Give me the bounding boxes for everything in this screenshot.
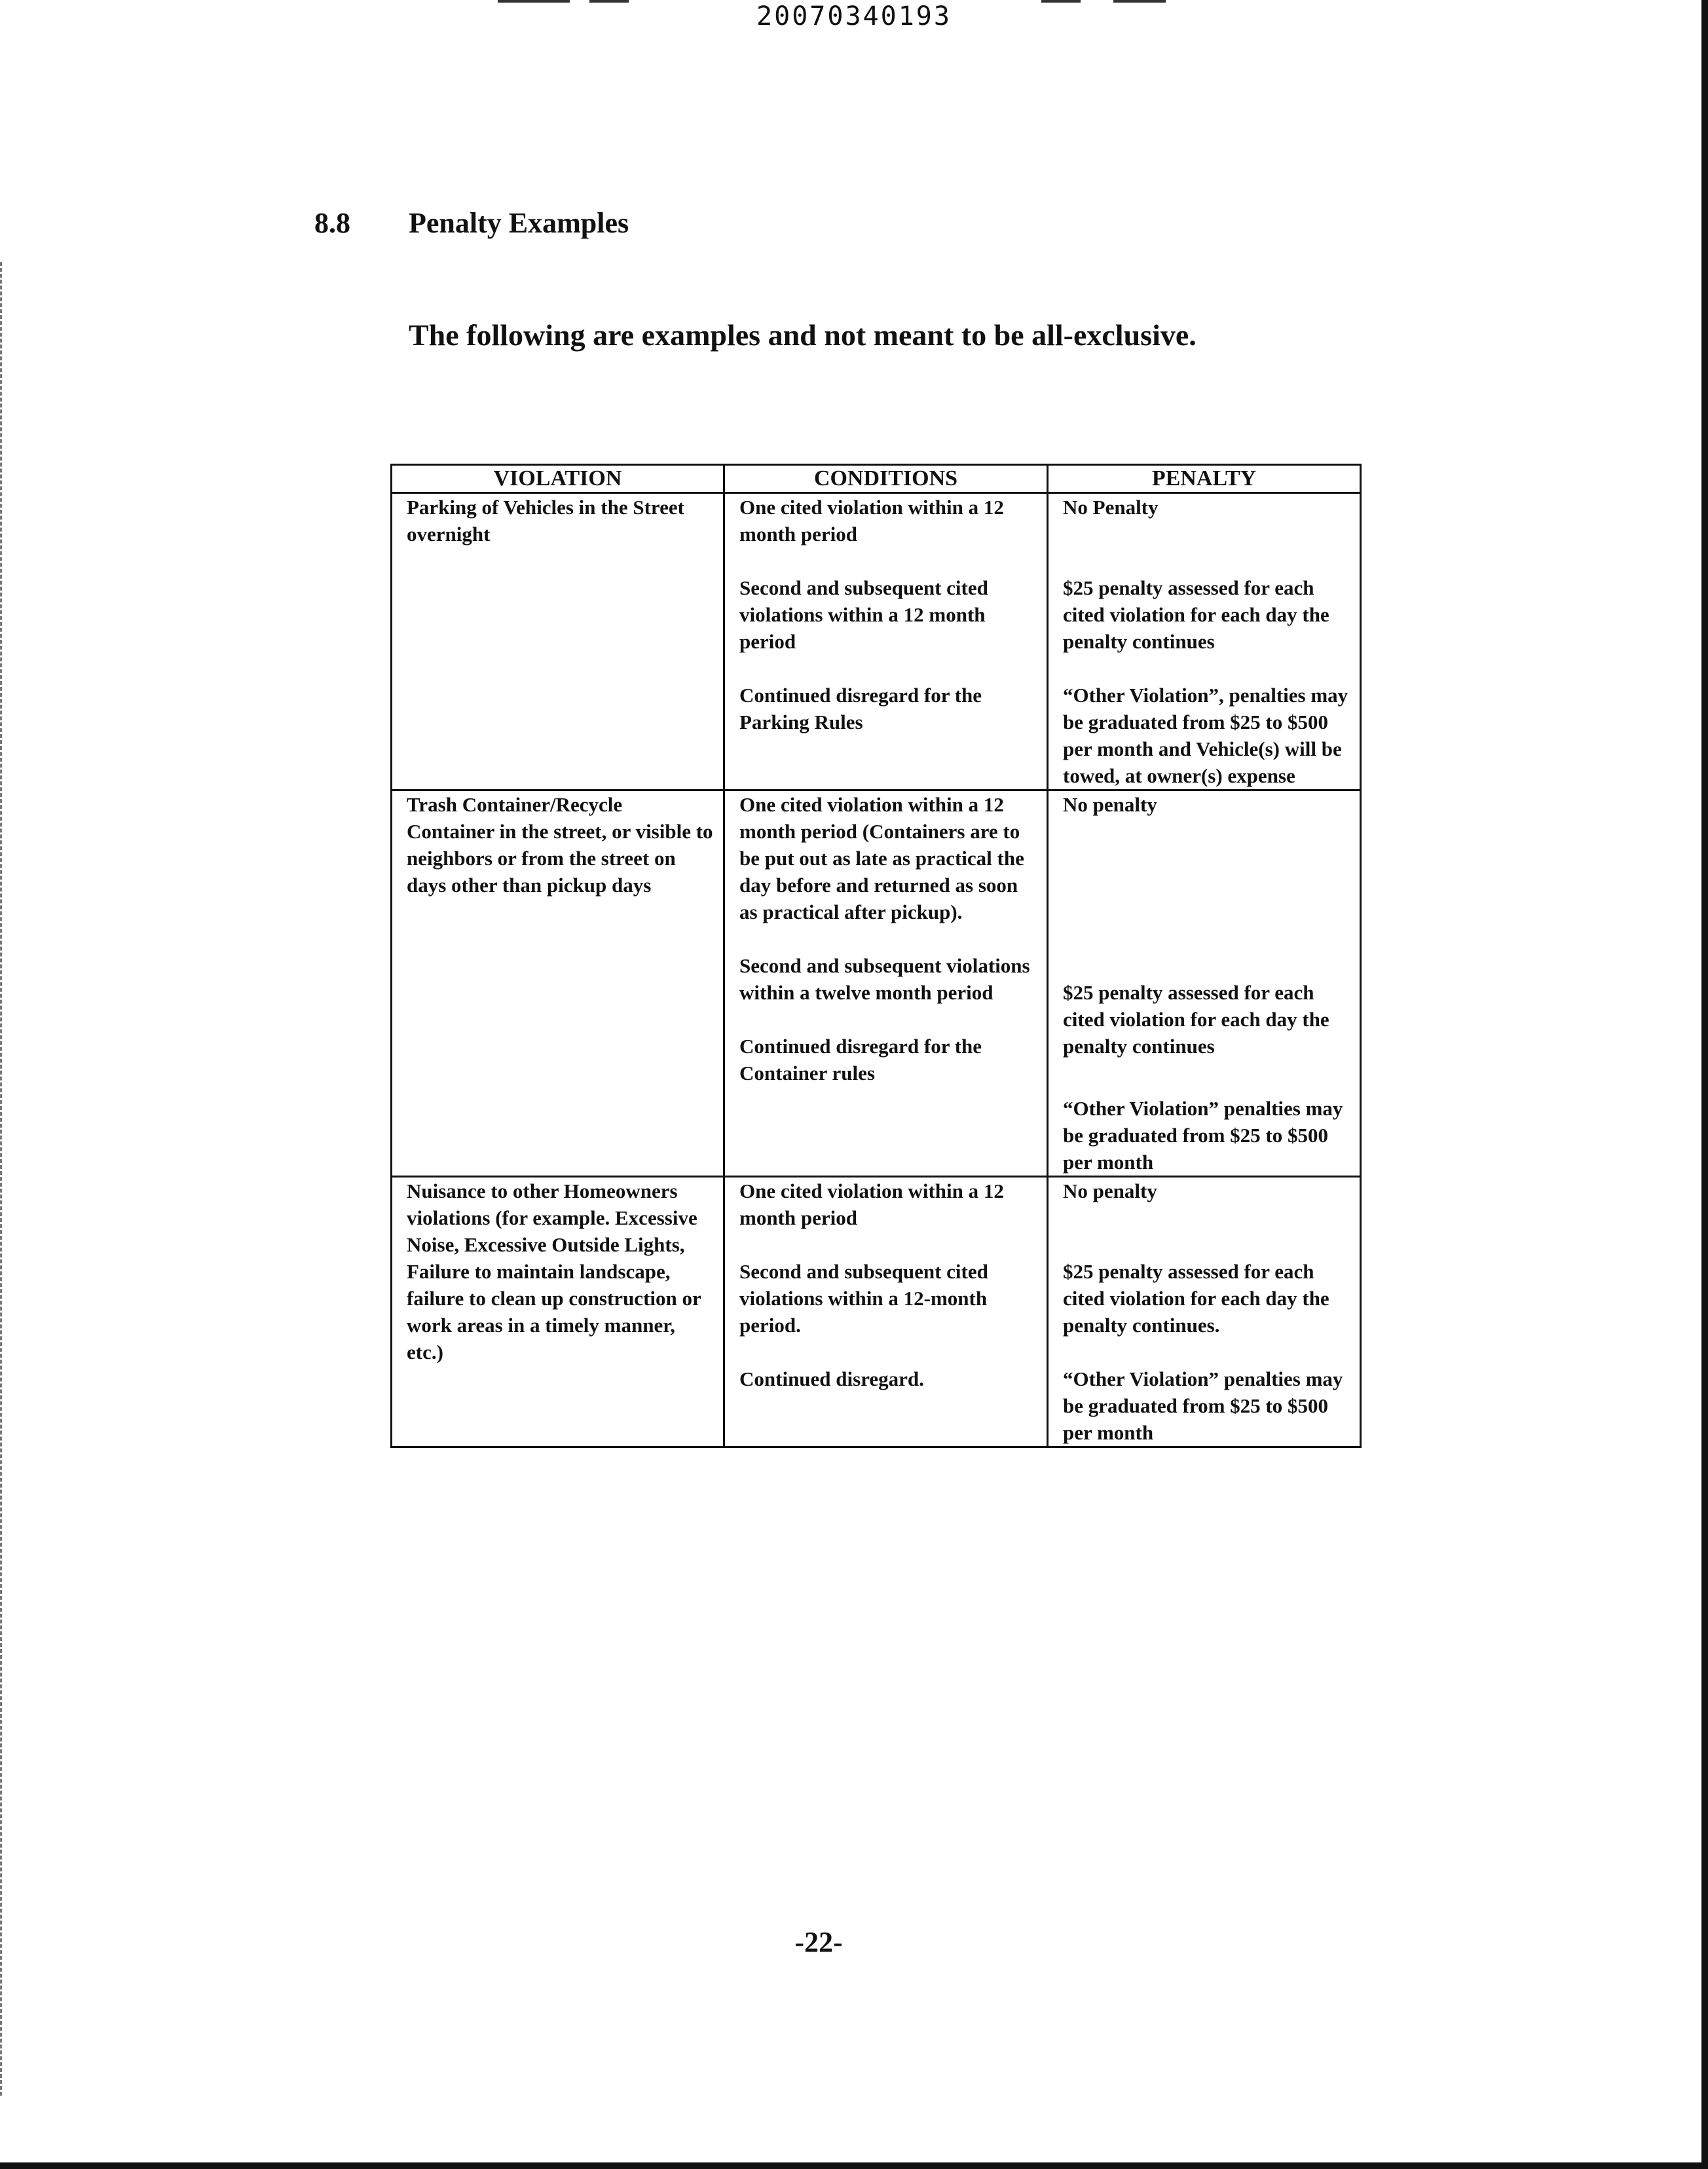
section-number: 8.8: [314, 207, 350, 239]
violation-cell: [392, 493, 724, 790]
violation-cell: [392, 1177, 724, 1447]
column-header-violation: VIOLATION: [392, 465, 724, 493]
penalty-text: No penalty: [1063, 1179, 1157, 1202]
condition-text: Continued disregard for the Container rules: [739, 1035, 982, 1084]
conditions-cell: [724, 790, 1048, 1177]
conditions-cell: [724, 1177, 1048, 1447]
table-row: [392, 790, 1361, 1177]
section-heading: [314, 206, 629, 240]
condition-text: One cited violation within a 12 month period: [739, 1179, 1004, 1229]
condition-text: Continued disregard.: [739, 1367, 924, 1390]
condition-text: One cited violation within a 12 month period: [739, 496, 1004, 546]
penalty-text: No Penalty: [1063, 496, 1159, 519]
column-header-conditions: CONDITIONS: [724, 465, 1048, 493]
scan-left-edge: [0, 262, 4, 2096]
condition-text: Second and subsequent cited violations within a 12 month period: [739, 576, 988, 653]
table-row: [392, 493, 1361, 790]
penalty-text: “Other Violation”, penalties may be graduated from $25 to $500 per month and Vehicle(s) will be towed, at owner(s) expense: [1063, 684, 1348, 787]
violation-text: Parking of Vehicles in the Street overnight: [407, 496, 684, 546]
section-title: Penalty Examples: [409, 207, 629, 239]
violation-text: Nuisance to other Homeowners violations (for example. Excessive Noise, Excessive Outside Lights, Failure to maintain landscape, failure to clean up construction or work areas in a timely manner, etc.): [407, 1179, 701, 1363]
penalty-cell: [1048, 790, 1361, 1177]
penalty-table: [390, 464, 1362, 1448]
penalty-text: $25 penalty assessed for each cited violation for each day the penalty continues: [1063, 576, 1329, 653]
scan-bottom-edge: [0, 2162, 1708, 2169]
column-header-penalty: PENALTY: [1048, 465, 1361, 493]
penalty-cell: [1048, 1177, 1361, 1447]
penalty-text: “Other Violation” penalties may be graduated from $25 to $500 per month: [1063, 1097, 1343, 1174]
scan-right-edge: [1701, 0, 1708, 2169]
condition-text: Second and subsequent violations within a twelve month period: [739, 954, 1030, 1004]
penalty-text: “Other Violation” penalties may be graduated from $25 to $500 per month: [1063, 1367, 1343, 1444]
document-number: 20070340193: [756, 1, 952, 31]
penalty-text: $25 penalty assessed for each cited violation for each day the penalty continues: [1063, 981, 1329, 1058]
condition-text: Continued disregard for the Parking Rules: [739, 684, 982, 733]
penalty-text: $25 penalty assessed for each cited violation for each day the penalty continues.: [1063, 1260, 1329, 1337]
condition-text: Second and subsequent cited violations within a 12-month period.: [739, 1260, 988, 1337]
page-number: -22-: [794, 1926, 843, 1958]
conditions-cell: [724, 493, 1048, 790]
violation-cell: [392, 790, 724, 1177]
intro-statement: The following are examples and not meant to be all-exclusive.: [409, 318, 1197, 352]
violation-text: Trash Container/Recycle Container in the street, or visible to neighbors or from the street on days other than pickup days: [407, 793, 713, 897]
table-row: [392, 1177, 1361, 1447]
table-header-row: [392, 465, 1361, 493]
penalty-cell: [1048, 493, 1361, 790]
penalty-text: No penalty: [1063, 793, 1157, 816]
condition-text: One cited violation within a 12 month period (Containers are to be put out as late as practical the day before and returned as soon as practical after pickup).: [739, 793, 1024, 923]
